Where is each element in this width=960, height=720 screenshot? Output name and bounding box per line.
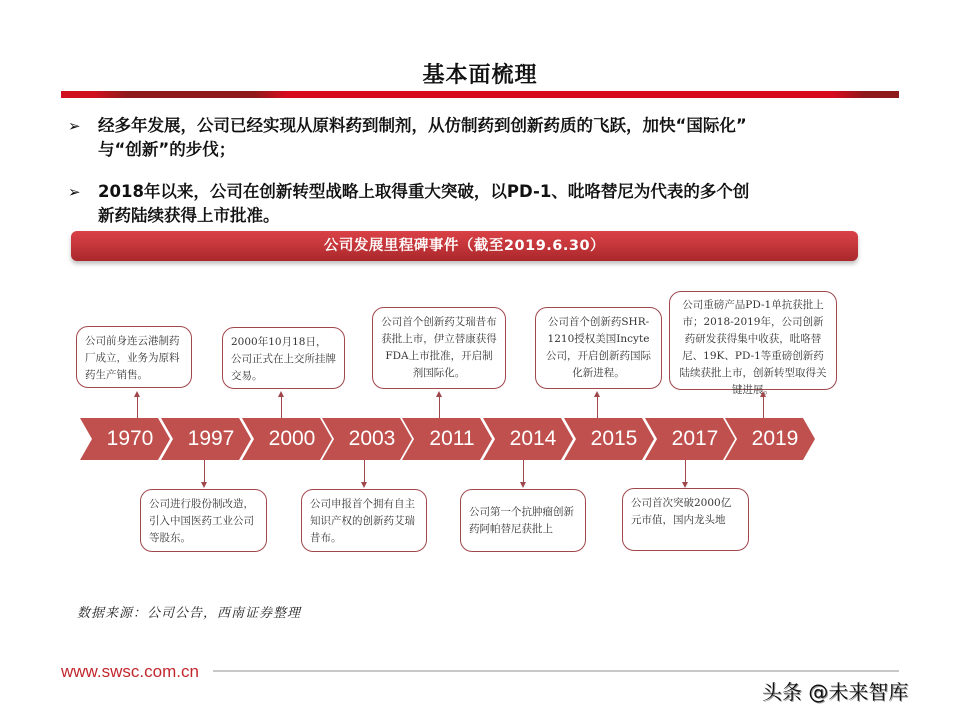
event-box-1970: 公司前身连云港制药厂成立，业务为原料药生产销售。: [76, 326, 192, 388]
timeline-banner: 公司发展里程碑事件（截至2019.6.30）: [71, 231, 858, 261]
timeline-chevron-2003: [322, 418, 412, 460]
year-label: 2011: [429, 427, 475, 450]
event-box-1997: 公司进行股份制改造，引入中国医药工业公司等股东。: [140, 489, 267, 552]
connector-line: [137, 396, 138, 418]
arrow-bullet-icon: ➢: [68, 117, 81, 135]
year-label: 2003: [348, 427, 396, 450]
bullet-text-line: 经多年发展，公司已经实现从原料药到制剂，从仿制药到创新药质的飞跃，加快“国际化”: [98, 116, 747, 135]
year-label: 2000: [268, 427, 316, 450]
timeline-chevron-2014: [483, 418, 573, 460]
footer-divider: [213, 670, 899, 672]
bullet-text-line: 新药陆续获得上市批准。: [98, 206, 280, 225]
bullet-text-line: 与“创新”的步伐；: [98, 140, 236, 159]
year-label: 2015: [590, 427, 638, 450]
year-label: 2017: [671, 427, 719, 450]
connector-line: [439, 396, 440, 418]
event-box-2015: 公司首个创新药SHR-1210授权美国Incyte公司，开启创新药国际化新进程。: [535, 307, 662, 389]
arrow-up-icon: [594, 391, 600, 397]
connector-line: [763, 396, 764, 418]
data-source-note: 数据来源：公司公告，西南证券整理: [77, 606, 302, 621]
bullet-item: [68, 180, 868, 228]
bullet-item: [68, 114, 868, 162]
arrow-bullet-icon: ➢: [68, 183, 81, 201]
timeline-chevron-1970: [80, 418, 170, 460]
connector-line: [597, 396, 598, 418]
connector-line: [204, 460, 205, 484]
arrow-down-icon: [520, 482, 526, 488]
bullet-text-line: 2018年以来，公司在创新转型战略上取得重大突破，以PD-1、吡咯替尼为代表的多个创: [98, 182, 750, 201]
arrow-up-icon: [278, 391, 284, 397]
event-box-2014: 公司第一个抗肿瘤创新药阿帕替尼获批上: [460, 489, 586, 552]
event-box-2011: 公司首个创新药艾瑞昔布获批上市，伊立替康获得FDA上市批准，开启制剂国际化。: [372, 307, 506, 389]
year-label: 1997: [187, 427, 235, 450]
connector-line: [364, 460, 365, 484]
footer-url[interactable]: www.swsc.com.cn: [61, 662, 199, 681]
event-box-2017: 公司首次突破2000亿元市值，国内龙头地: [622, 488, 749, 551]
timeline-chevron-2000: [242, 418, 332, 460]
arrow-down-icon: [361, 482, 367, 488]
connector-line: [523, 460, 524, 484]
title-divider: [61, 91, 899, 98]
event-box-2003: 公司申报首个拥有自主知识产权的创新药艾瑞昔布。: [301, 489, 427, 552]
connector-line: [281, 396, 282, 418]
timeline-chevron-2019: [725, 418, 815, 460]
arrow-up-icon: [760, 391, 766, 397]
year-label: 2014: [509, 427, 557, 450]
timeline-chevron-2017: [645, 418, 735, 460]
arrow-up-icon: [134, 391, 140, 397]
timeline-chevron-2015: [564, 418, 654, 460]
year-label: 2019: [751, 427, 799, 450]
year-label: 1970: [106, 427, 154, 450]
timeline-chevron-2011: [402, 418, 492, 460]
event-box-2019: 公司重磅产品PD-1单抗获批上市；2018-2019年，公司创新药研发获得集中收获，吡咯替尼、19K、PD-1等重磅创新药陆续获批上市，创新转型取得关键进展。: [669, 291, 837, 390]
event-box-2000: 2000年10月18日，公司正式在上交所挂牌交易。: [222, 327, 345, 389]
timeline-chevron-1997: [161, 418, 251, 460]
arrow-up-icon: [436, 391, 442, 397]
arrow-down-icon: [201, 482, 207, 488]
page-title: 基本面梳理: [422, 63, 538, 88]
watermark: 头条 @未来智库: [762, 680, 909, 704]
connector-line: [685, 460, 686, 484]
